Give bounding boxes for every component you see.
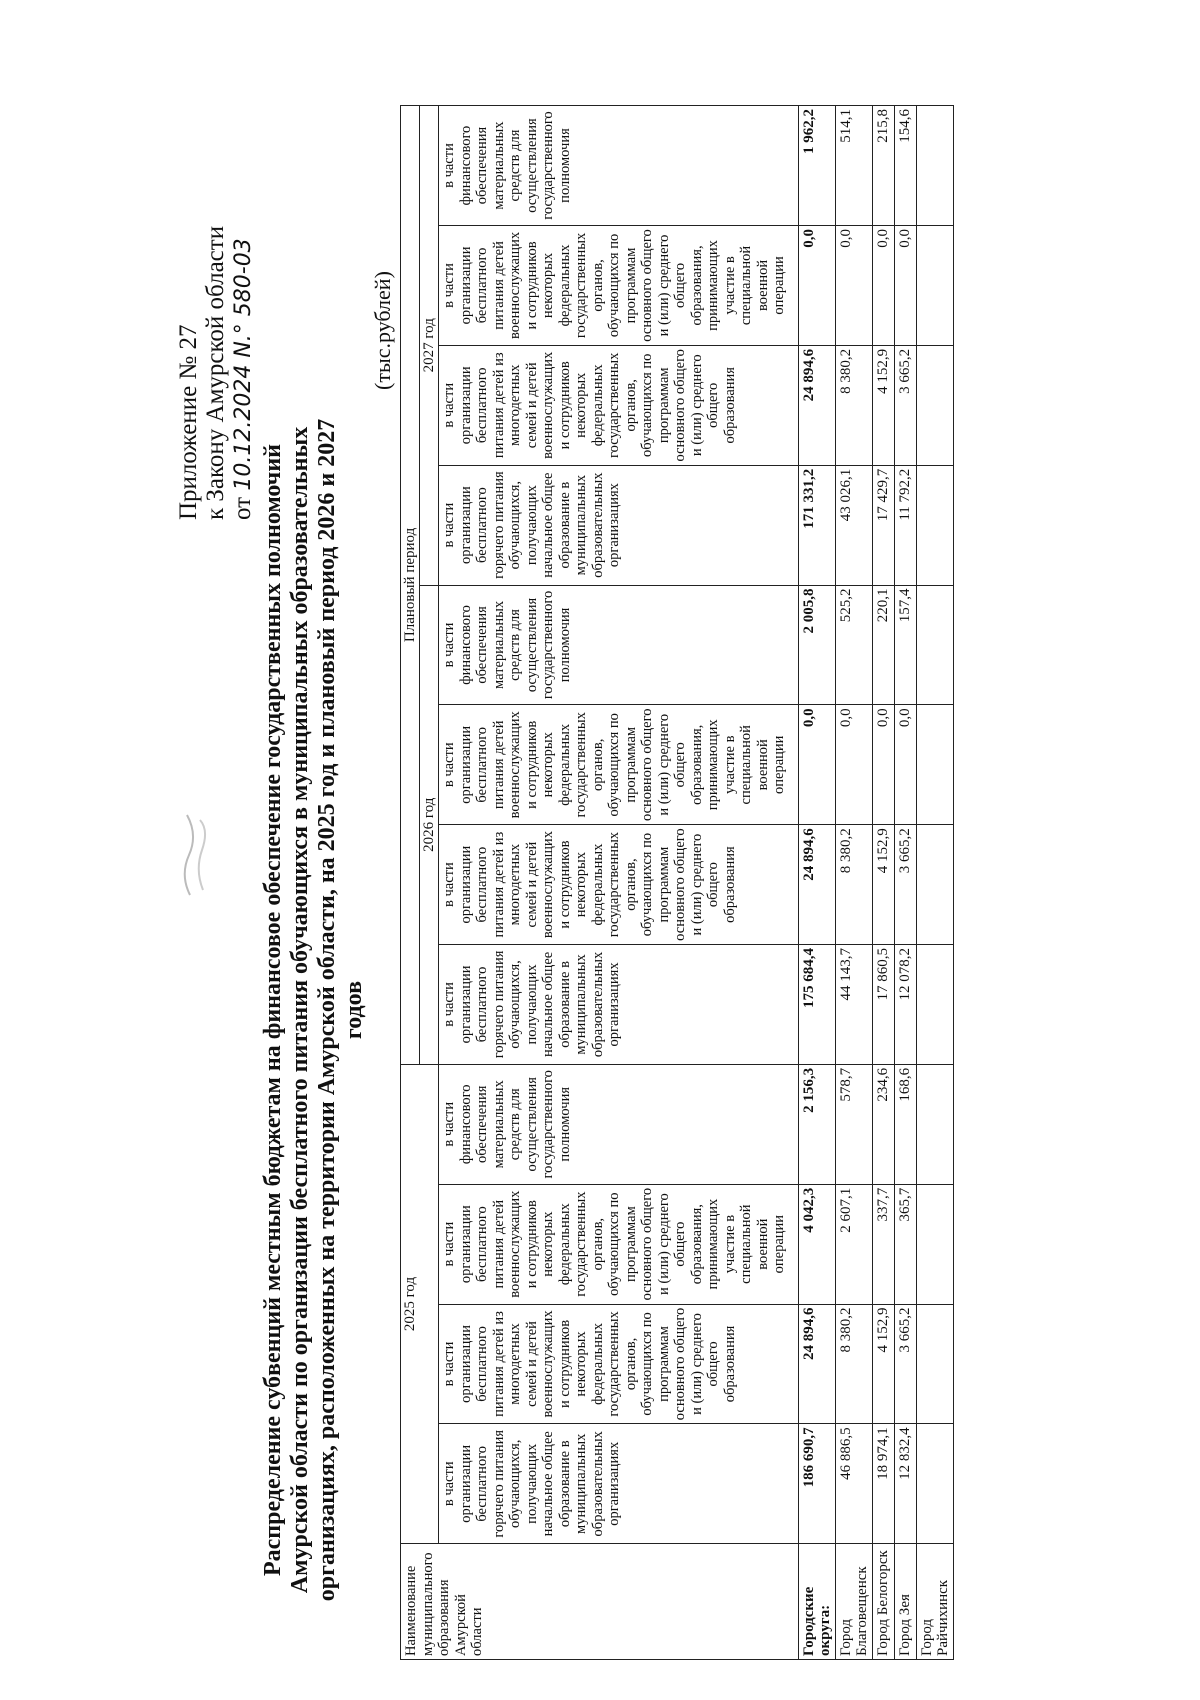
- row-value-cell: 220,1: [873, 585, 895, 705]
- row-value-cell: 0,0: [836, 705, 873, 825]
- row-value-cell: 4 042,3: [799, 1184, 836, 1304]
- header-2025-military: в части организации бесплатного питания детей военнослужащих и сотрудников некоторых федеральных государственных органов, обучающихся по программам основного общего и (или) среднего общего образования, принимающих участие в специальной военной операции: [439, 1184, 799, 1304]
- header-row-groups: [401, 106, 420, 1660]
- table-body: [799, 106, 954, 1660]
- row-value-cell: 0,0: [836, 226, 873, 346]
- row-value-cell: [917, 1304, 954, 1424]
- row-value-cell: 525,2: [836, 585, 873, 705]
- row-value-cell: 0,0: [873, 226, 895, 346]
- row-value-cell: [917, 1184, 954, 1304]
- row-value-cell: 17 429,7: [873, 465, 895, 585]
- appendix-date-line: [229, 110, 257, 520]
- row-value-cell: 0,0: [895, 226, 917, 346]
- row-value-cell: 337,7: [873, 1184, 895, 1304]
- document-title: [260, 370, 368, 1650]
- row-value-cell: 43 026,1: [836, 465, 873, 585]
- row-value-cell: 168,6: [895, 1064, 917, 1184]
- rotated-document-page: [85, 100, 1145, 1660]
- row-municipality-name: Город Зея: [895, 1544, 917, 1660]
- header-2027-material: в части финансового обеспечения материальных средств для осуществления государственного полномочия: [439, 106, 799, 226]
- row-value-cell: 44 143,7: [836, 945, 873, 1065]
- row-value-cell: 0,0: [895, 705, 917, 825]
- appendix-law-reference: к Закону Амурской области: [202, 225, 229, 520]
- header-2025-material: в части финансового обеспечения материальных средств для осуществления государственного полномочия: [439, 1064, 799, 1184]
- row-value-cell: 514,1: [836, 106, 873, 226]
- row-value-cell: 578,7: [836, 1064, 873, 1184]
- appendix-handwritten-date: 10.12.2024 N.° 580-03: [231, 238, 256, 491]
- header-2027-military: в части организации бесплатного питания детей военнослужащих и сотрудников некоторых федеральных государственных органов, обучающихся по программам основного общего и (или) среднего общего образования, принимающих участие в специальной военной операции: [439, 226, 799, 346]
- header-2026-large-families: в части организации бесплатного питания детей из многодетных семей и детей военнослужащих и сотрудников некоторых федеральных государственных органов, обучающихся по программам основного общего и (или) среднего общего образования: [439, 825, 799, 945]
- title-line-3: организациях, расположенных на территории Амурской области, на 2025 год и плановый период 2026 и 2027: [314, 418, 340, 1602]
- header-2027-large-families: в части организации бесплатного питания детей из многодетных семей и детей военнослужащих и сотрудников некоторых федеральных государственных органов, обучающихся по программам основного общего и (или) среднего общего образования: [439, 345, 799, 465]
- header-2026-military: в части организации бесплатного питания детей военнослужащих и сотрудников некоторых федеральных государственных органов, обучающихся по программам основного общего и (или) среднего общего образования, принимающих участие в специальной военной операции: [439, 705, 799, 825]
- row-value-cell: 3 665,2: [895, 1304, 917, 1424]
- row-value-cell: 8 380,2: [836, 825, 873, 945]
- row-value-cell: [917, 226, 954, 346]
- title-line-2: Амурской области по организации бесплатного питания обучающихся в муниципальных образовательных: [287, 426, 313, 1594]
- table-row: [873, 106, 895, 1660]
- row-value-cell: 12 078,2: [895, 945, 917, 1065]
- row-value-cell: 4 152,9: [873, 1304, 895, 1424]
- row-municipality-name: Город Райчихинск: [917, 1544, 954, 1660]
- row-municipality-name: Городские округа:: [799, 1544, 836, 1660]
- row-value-cell: 234,6: [873, 1064, 895, 1184]
- row-value-cell: 157,4: [895, 585, 917, 705]
- header-2026-hot-meals: в части организации бесплатного горячего питания обучающихся, получающих начальное общее образование в муниципальных образовательных организациях: [439, 945, 799, 1065]
- row-value-cell: 2 607,1: [836, 1184, 873, 1304]
- row-value-cell: 0,0: [799, 705, 836, 825]
- units-label: (тыс.рублей): [370, 271, 395, 390]
- row-value-cell: 8 380,2: [836, 345, 873, 465]
- table-row: [895, 106, 917, 1660]
- row-value-cell: [917, 585, 954, 705]
- header-municipality: Наименование муниципального образования Амурской области: [401, 1544, 799, 1660]
- header-year-2027: 2027 год: [420, 106, 439, 586]
- appendix-number: Приложение № 27: [175, 324, 202, 520]
- row-value-cell: [917, 465, 954, 585]
- row-municipality-name: Город Благовещенск: [836, 1544, 873, 1660]
- row-value-cell: 8 380,2: [836, 1304, 873, 1424]
- row-value-cell: 11 792,2: [895, 465, 917, 585]
- header-2025-large-families: в части организации бесплатного питания детей из многодетных семей и детей военнослужащих и сотрудников некоторых федеральных государственных органов, обучающихся по программам основного общего и (или) среднего общего образования: [439, 1304, 799, 1424]
- subventions-table: [400, 105, 954, 1660]
- row-value-cell: [917, 825, 954, 945]
- row-value-cell: 24 894,6: [799, 345, 836, 465]
- row-value-cell: 17 860,5: [873, 945, 895, 1065]
- row-value-cell: 0,0: [873, 705, 895, 825]
- row-value-cell: 0,0: [799, 226, 836, 346]
- row-value-cell: [917, 705, 954, 825]
- row-value-cell: 186 690,7: [799, 1424, 836, 1544]
- row-value-cell: 2 156,3: [799, 1064, 836, 1184]
- row-value-cell: 24 894,6: [799, 825, 836, 945]
- appendix-header: [175, 110, 257, 520]
- row-value-cell: 3 665,2: [895, 825, 917, 945]
- row-value-cell: [917, 1064, 954, 1184]
- title-line-1: Распределение субвенций местным бюджетам на финансовое обеспечение государственных полномочий: [260, 444, 286, 1577]
- row-value-cell: [917, 1424, 954, 1544]
- title-line-4: годов: [341, 980, 367, 1040]
- row-value-cell: 171 331,2: [799, 465, 836, 585]
- row-value-cell: 154,6: [895, 106, 917, 226]
- row-value-cell: [917, 106, 954, 226]
- appendix-date-prefix: от: [229, 496, 256, 520]
- row-value-cell: 4 152,9: [873, 825, 895, 945]
- header-2025-hot-meals: в части организации бесплатного горячего питания обучающихся, получающих начальное общее образование в муниципальных образовательных организациях: [439, 1424, 799, 1544]
- header-row-columns: [439, 106, 799, 1660]
- header-2026-material: в части финансового обеспечения материальных средств для осуществления государственного полномочия: [439, 585, 799, 705]
- table-row: [917, 106, 954, 1660]
- header-year-2026: 2026 год: [420, 585, 439, 1064]
- row-value-cell: 175 684,4: [799, 945, 836, 1065]
- table-row: [799, 106, 836, 1660]
- header-planned-period: Плановый период: [401, 106, 420, 1065]
- row-value-cell: 46 886,5: [836, 1424, 873, 1544]
- row-value-cell: 365,7: [895, 1184, 917, 1304]
- header-year-2025: 2025 год: [401, 1064, 439, 1543]
- row-value-cell: 2 005,8: [799, 585, 836, 705]
- row-value-cell: 3 665,2: [895, 345, 917, 465]
- row-value-cell: [917, 345, 954, 465]
- row-value-cell: 215,8: [873, 106, 895, 226]
- row-value-cell: 18 974,1: [873, 1424, 895, 1544]
- row-value-cell: 1 962,2: [799, 106, 836, 226]
- header-2027-hot-meals: в части организации бесплатного горячего питания обучающихся, получающих начальное общее образование в муниципальных образовательных организациях: [439, 465, 799, 585]
- row-municipality-name: Город Белогорск: [873, 1544, 895, 1660]
- row-value-cell: 24 894,6: [799, 1304, 836, 1424]
- row-value-cell: [917, 945, 954, 1065]
- faint-stamp-mark: [175, 810, 215, 900]
- table-row: [836, 106, 873, 1660]
- row-value-cell: 4 152,9: [873, 345, 895, 465]
- row-value-cell: 12 832,4: [895, 1424, 917, 1544]
